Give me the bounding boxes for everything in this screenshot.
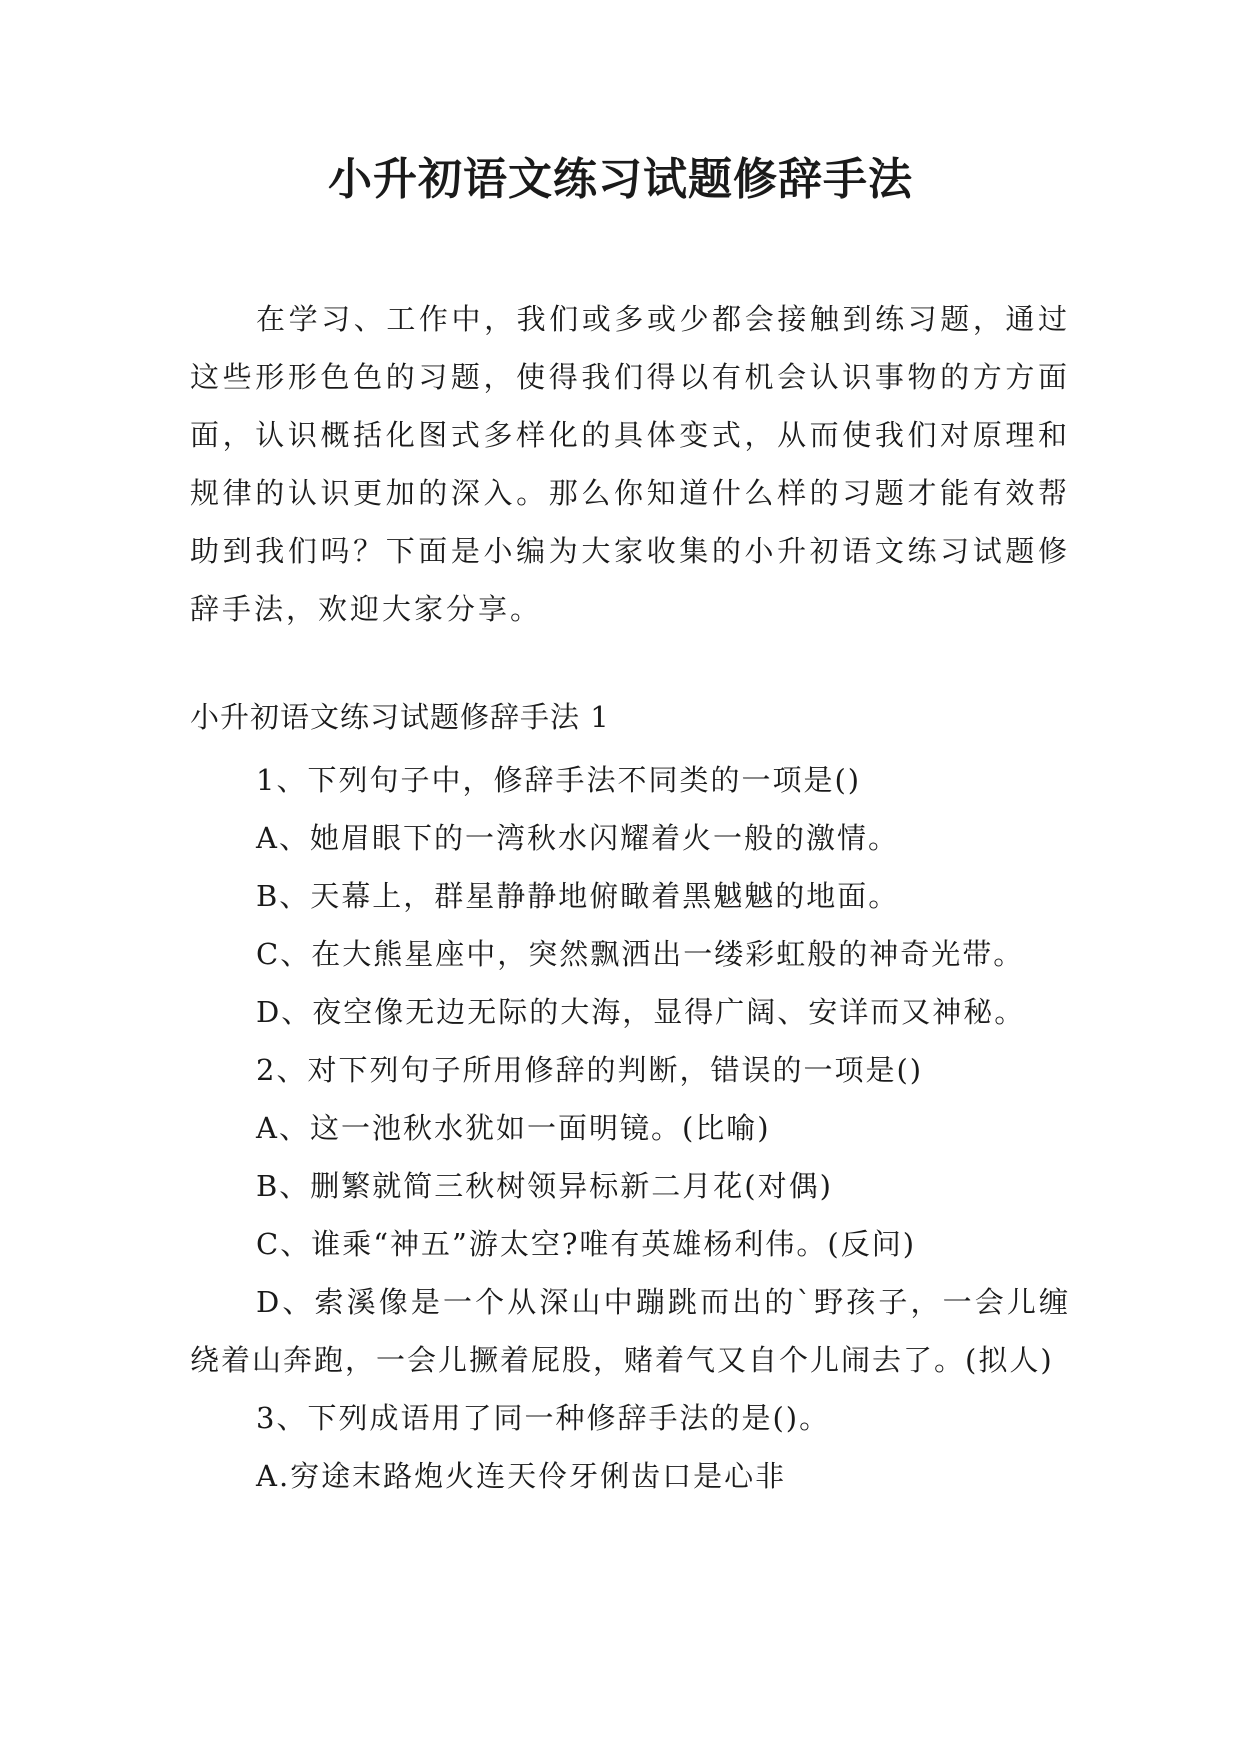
question-2: 2、对下列句子所用修辞的判断，错误的一项是() (256, 1053, 924, 1087)
question-1-option-c: C、在大熊星座中，突然飘洒出一缕彩虹般的神奇光带。 (256, 937, 1025, 971)
section-heading: 小升初语文练习试题修辞手法 1 (190, 700, 610, 734)
question-3-option-a: A.穷途末路炮火连天伶牙俐齿口是心非 (256, 1459, 787, 1493)
question-3: 3、下列成语用了同一种修辞手法的是()。 (256, 1401, 831, 1435)
question-2-option-b: B、删繁就简三秋树领异标新二月花(对偶) (256, 1169, 833, 1203)
question-1-option-a: A、她眉眼下的一湾秋水闪耀着火一般的激情。 (256, 821, 899, 855)
document-title: 小升初语文练习试题修辞手法 (328, 154, 913, 205)
question-2-option-c: C、谁乘“神五”游太空?唯有英雄杨利伟。(反问) (256, 1227, 917, 1261)
intro-paragraph: 在学习、工作中，我们或多或少都会接触到练习题，通过这些形形色色的习题，使得我们得以有机会认识事物的方方面面，认识概括化图式多样化的具体变式，从而使我们对原理和规律的认识更加的深入。那么你知道什么样的习题才能有效帮助到我们吗？下面是小编为大家收集的小升初语文练习试题修辞手法，欢迎大家分享。 (190, 302, 1070, 626)
question-1-option-b: B、天幕上，群星静静地俯瞰着黑魆魆的地面。 (256, 879, 900, 913)
question-2-option-a: A、这一池秋水犹如一面明镜。(比喻) (256, 1111, 771, 1145)
question-list (190, 751, 1070, 1505)
question-2-option-d: D、索溪像是一个从深山中蹦跳而出的`野孩子，一会儿缠绕着山奔跑，一会儿撅着屁股，赌着气又自个儿闹去了。(拟人) (190, 1285, 1070, 1377)
question-1: 1、下列句子中，修辞手法不同类的一项是() (256, 763, 862, 797)
question-1-option-d: D、夜空像无边无际的大海，显得广阔、安详而又神秘。 (256, 995, 1026, 1029)
